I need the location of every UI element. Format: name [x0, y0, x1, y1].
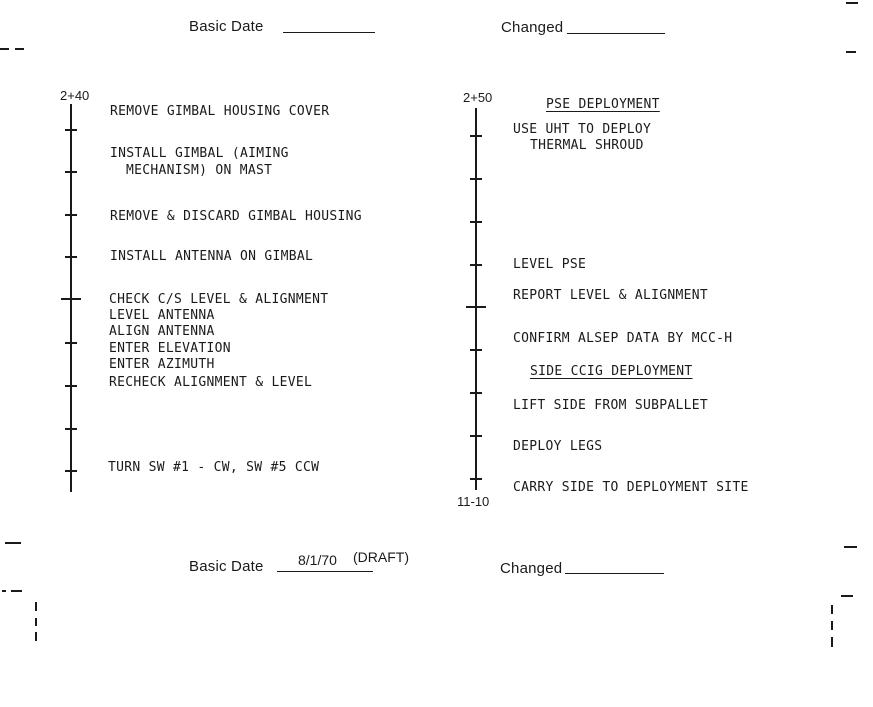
right-step: REPORT LEVEL & ALIGNMENT [513, 288, 709, 303]
margin-mark [15, 48, 24, 50]
left-step: INSTALL GIMBAL (AIMING [110, 146, 289, 161]
header-changed-blank [567, 33, 665, 34]
right-timeline-tick [470, 435, 482, 437]
left-start-time: 2+40 [60, 88, 90, 103]
left-step: REMOVE GIMBAL HOUSING COVER [110, 104, 330, 119]
footer-basic-date-value: 8/1/70 [298, 552, 337, 568]
left-step: INSTALL ANTENNA ON GIMBAL [110, 249, 314, 264]
left-timeline-tick [65, 342, 77, 344]
margin-mark [841, 595, 853, 597]
margin-mark [35, 618, 37, 626]
left-step: ENTER AZIMUTH [109, 357, 215, 372]
left-timeline-tick [61, 298, 81, 300]
right-step: LIFT SIDE FROM SUBPALLET [513, 398, 709, 413]
footer-draft-note: (DRAFT) [353, 549, 409, 565]
left-timeline-tick [65, 129, 77, 131]
margin-mark [35, 632, 37, 641]
footer-changed-blank [565, 573, 664, 574]
header-basic-date-label: Basic Date [189, 18, 264, 35]
left-timeline-tick [65, 428, 77, 430]
right-timeline-tick [470, 135, 482, 137]
left-step: MECHANISM) ON MAST [126, 163, 273, 178]
left-timeline-tick [65, 470, 77, 472]
margin-mark [831, 605, 833, 614]
left-step: TURN SW #1 - CW, SW #5 CCW [108, 460, 320, 475]
right-step: CARRY SIDE TO DEPLOYMENT SITE [513, 480, 749, 495]
left-timeline-tick [65, 256, 77, 258]
right-step: DEPLOY LEGS [513, 439, 603, 454]
right-timeline-tick [470, 178, 482, 180]
margin-mark [11, 590, 22, 592]
left-step: ALIGN ANTENNA [109, 324, 215, 339]
margin-mark [846, 51, 856, 53]
right-end-time: 11-10 [457, 494, 490, 509]
left-step: RECHECK ALIGNMENT & LEVEL [109, 375, 313, 390]
footer-basic-date-blank [277, 571, 373, 572]
footer-changed-label: Changed [500, 560, 563, 577]
right-timeline-tick [470, 349, 482, 351]
left-step: REMOVE & DISCARD GIMBAL HOUSING [110, 209, 362, 224]
margin-mark [844, 546, 857, 548]
right-timeline-tick [470, 221, 482, 223]
header-changed-label: Changed [501, 19, 564, 36]
left-timeline-tick [65, 171, 77, 173]
right-timeline-tick [470, 392, 482, 394]
right-start-time: 2+50 [463, 90, 493, 105]
margin-mark [35, 602, 37, 611]
margin-mark [0, 48, 9, 50]
right-step: LEVEL PSE [513, 257, 587, 272]
margin-mark [846, 2, 858, 4]
left-step: CHECK C/S LEVEL & ALIGNMENT [109, 292, 329, 307]
margin-mark [831, 637, 833, 647]
margin-mark [5, 542, 21, 544]
header-basic-date-blank [283, 32, 375, 33]
left-step: LEVEL ANTENNA [109, 308, 215, 323]
left-step: ENTER ELEVATION [109, 341, 231, 356]
left-timeline-tick [65, 214, 77, 216]
footer-basic-date-label: Basic Date [189, 558, 264, 575]
right-step: USE UHT TO DEPLOY [513, 122, 652, 137]
right-timeline-tick [466, 306, 486, 308]
right-step: CONFIRM ALSEP DATA BY MCC-H [513, 331, 733, 346]
right-step: THERMAL SHROUD [530, 138, 644, 153]
margin-mark [831, 621, 833, 630]
left-timeline-tick [65, 385, 77, 387]
right-timeline-tick [470, 478, 482, 480]
margin-mark [2, 590, 6, 592]
right-timeline-line [475, 108, 477, 490]
side-ccig-deployment-heading: SIDE CCIG DEPLOYMENT [530, 364, 693, 379]
right-timeline-tick [470, 264, 482, 266]
pse-deployment-heading: PSE DEPLOYMENT [546, 97, 660, 112]
